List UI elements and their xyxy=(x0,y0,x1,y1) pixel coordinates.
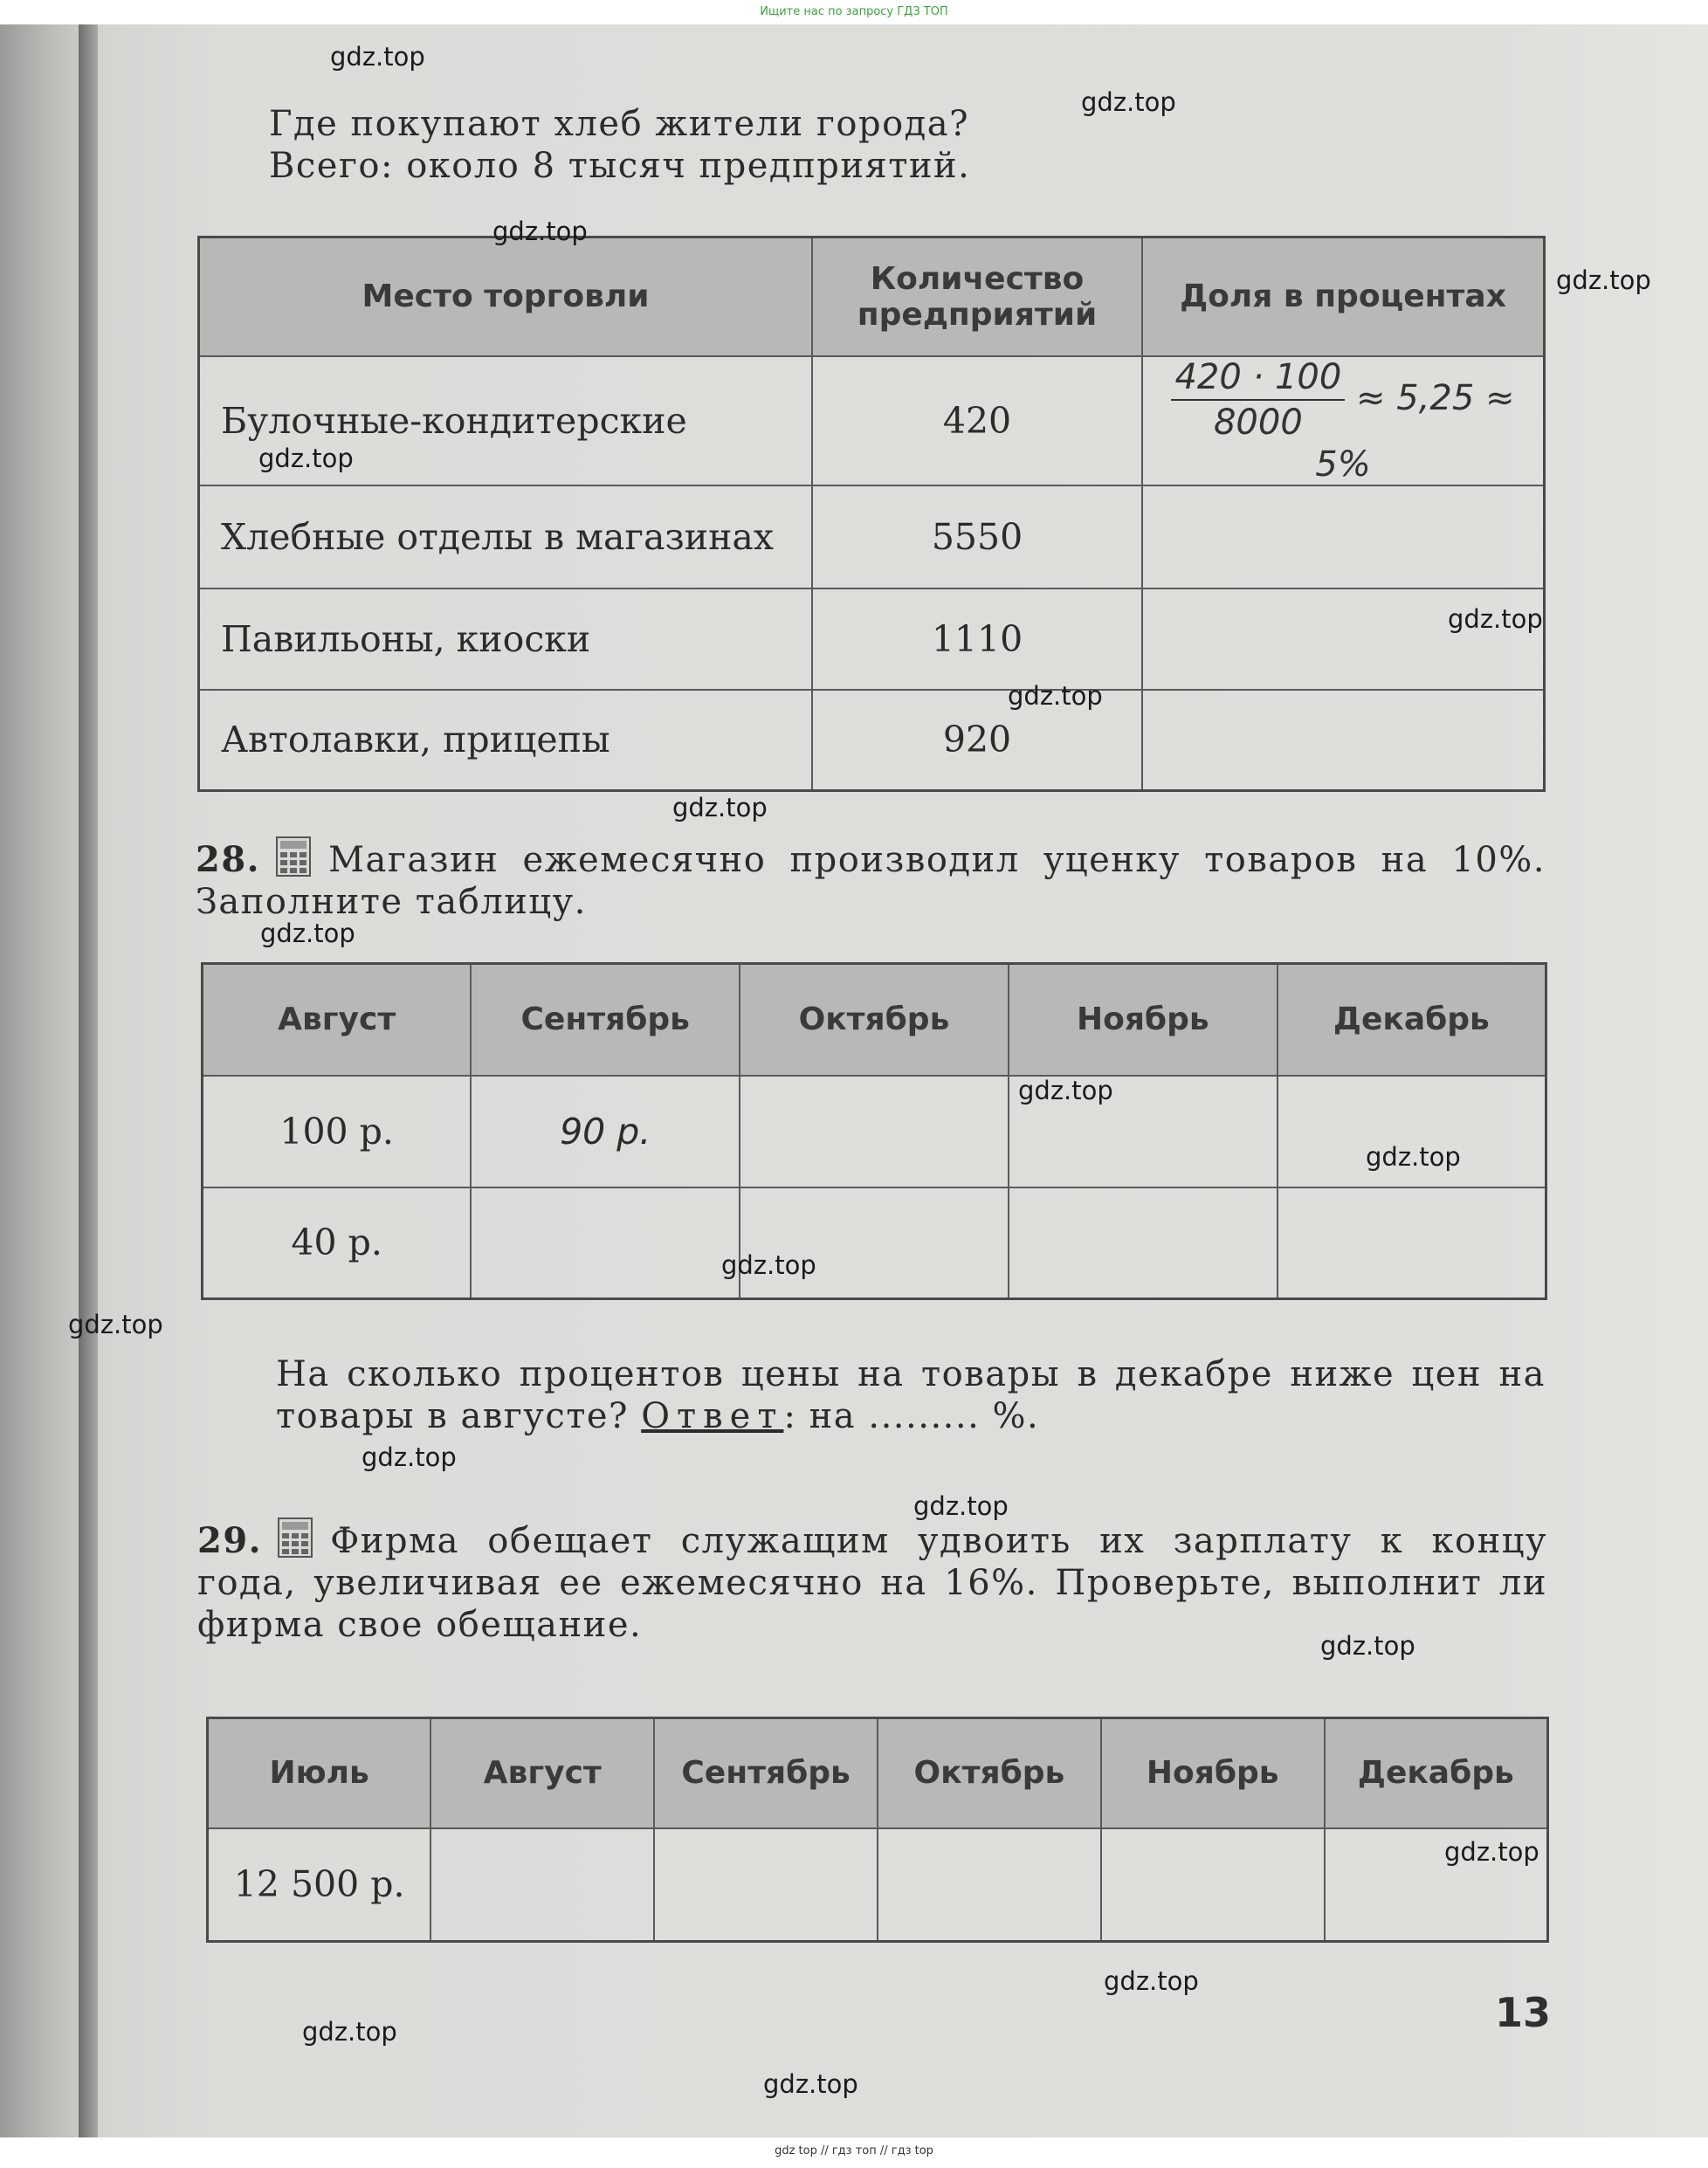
book-spine xyxy=(79,24,98,2137)
salary-table xyxy=(206,1717,1549,1943)
header-place: Место торговли xyxy=(199,237,813,356)
watermark: gdz.top xyxy=(721,1250,816,1280)
watermark: gdz.top xyxy=(1448,604,1543,634)
calculation-result: ≈ 5,25 ≈ 5% xyxy=(1315,377,1515,485)
page-number: 13 xyxy=(1495,1989,1552,2036)
watermark: gdz.top xyxy=(362,1442,457,1472)
salary-cell xyxy=(1101,1828,1325,1942)
calculator-icon xyxy=(278,1518,313,1558)
fraction xyxy=(1171,357,1345,443)
fraction-denominator: 8000 xyxy=(1213,402,1303,443)
place-cell: Хлебные отделы в магазинах xyxy=(199,485,813,588)
price-cell xyxy=(471,1187,740,1299)
share-cell xyxy=(1142,690,1545,791)
watermark: gdz.top xyxy=(302,2017,397,2047)
place-cell: Автолавки, прицепы xyxy=(199,690,813,791)
watermark: gdz.top xyxy=(1556,265,1651,295)
task-28-text xyxy=(196,836,1546,923)
place-cell: Булочные-кондитерские xyxy=(199,356,813,485)
watermark: gdz.top xyxy=(1008,681,1103,711)
price-cell xyxy=(1278,1187,1546,1299)
watermark: gdz.top xyxy=(68,1310,163,1339)
watermark: gdz.top xyxy=(763,2069,858,2099)
watermark: gdz.top xyxy=(1444,1837,1539,1867)
watermark: gdz.top xyxy=(913,1491,1009,1521)
watermark: gdz.top xyxy=(1018,1076,1113,1105)
watermark: gdz.top xyxy=(492,217,588,246)
month-header: Сентябрь xyxy=(471,964,740,1076)
price-cell xyxy=(740,1076,1009,1187)
intro-line-2: Всего: около 8 тысяч предприятий. xyxy=(269,146,971,186)
trade-place-table xyxy=(197,236,1546,792)
task-29-number: 29. xyxy=(197,1520,263,1561)
price-cell-handwritten: 90 р. xyxy=(471,1076,740,1187)
task-28-number: 28. xyxy=(196,839,261,880)
task-29-text xyxy=(197,1518,1547,1646)
header-note: Ищите нас по запросу ГДЗ ТОП xyxy=(760,5,948,18)
watermark: gdz.top xyxy=(260,919,355,948)
month-header: Декабрь xyxy=(1278,964,1546,1076)
month-header: Сентябрь xyxy=(654,1718,878,1828)
salary-cell xyxy=(878,1828,1101,1942)
salary-cell xyxy=(430,1828,654,1942)
share-cell xyxy=(1142,485,1545,588)
count-cell: 1110 xyxy=(812,588,1142,690)
question-text: На сколько процентов цены на товары в декабре ниже цен на товары в августе? xyxy=(276,1354,1546,1436)
share-cell xyxy=(1142,588,1545,690)
watermark: gdz.top xyxy=(672,793,768,822)
month-header: Август xyxy=(203,964,472,1076)
watermark: gdz.top xyxy=(1104,1966,1199,1996)
month-header: Июль xyxy=(208,1718,431,1828)
task-29-body: Фирма обещает служащим удвоить их зарплату к концу года, увеличивая ее ежемесячно на 16%. Проверьте, выполнит ли фирма свое обещание. xyxy=(197,1521,1547,1645)
price-cell: 40 р. xyxy=(203,1187,472,1299)
task-28-question xyxy=(276,1353,1546,1437)
watermark: gdz.top xyxy=(330,42,425,72)
price-cell: 100 р. xyxy=(203,1076,472,1187)
month-header: Август xyxy=(430,1718,654,1828)
calculator-icon xyxy=(276,836,311,877)
month-header: Ноябрь xyxy=(1009,964,1278,1076)
watermark: gdz.top xyxy=(1081,87,1176,117)
salary-cell: 12 500 р. xyxy=(208,1828,431,1942)
header-share: Доля в процентах xyxy=(1142,237,1545,356)
footer-note: gdz top // гдз топ // гдз top xyxy=(775,2144,933,2158)
share-cell-handwritten xyxy=(1142,356,1545,485)
intro-text xyxy=(269,103,1579,187)
price-cell xyxy=(740,1187,1009,1299)
fraction-numerator: 420 · 100 xyxy=(1171,357,1345,401)
intro-line-1: Где покупают хлеб жители города? xyxy=(269,104,970,144)
place-cell: Павильоны, киоски xyxy=(199,588,813,690)
watermark: gdz.top xyxy=(1366,1142,1461,1172)
answer-blank: : на ......... %. xyxy=(783,1396,1040,1436)
count-cell: 5550 xyxy=(812,485,1142,588)
month-header: Октябрь xyxy=(740,964,1009,1076)
task-28-body: Магазин ежемесячно производил уценку товаров на 10%. Заполните таблицу. xyxy=(196,840,1546,922)
salary-cell xyxy=(654,1828,878,1942)
watermark: gdz.top xyxy=(1320,1631,1415,1661)
watermark: gdz.top xyxy=(258,444,354,473)
month-header: Октябрь xyxy=(878,1718,1101,1828)
count-cell: 420 xyxy=(812,356,1142,485)
month-header: Декабрь xyxy=(1325,1718,1548,1828)
header-count: Количество предприятий xyxy=(812,237,1142,356)
price-cell xyxy=(1009,1187,1278,1299)
answer-label: Ответ xyxy=(641,1396,784,1436)
month-header: Ноябрь xyxy=(1101,1718,1325,1828)
markdown-table xyxy=(201,962,1547,1300)
count-cell: 920 xyxy=(812,690,1142,791)
